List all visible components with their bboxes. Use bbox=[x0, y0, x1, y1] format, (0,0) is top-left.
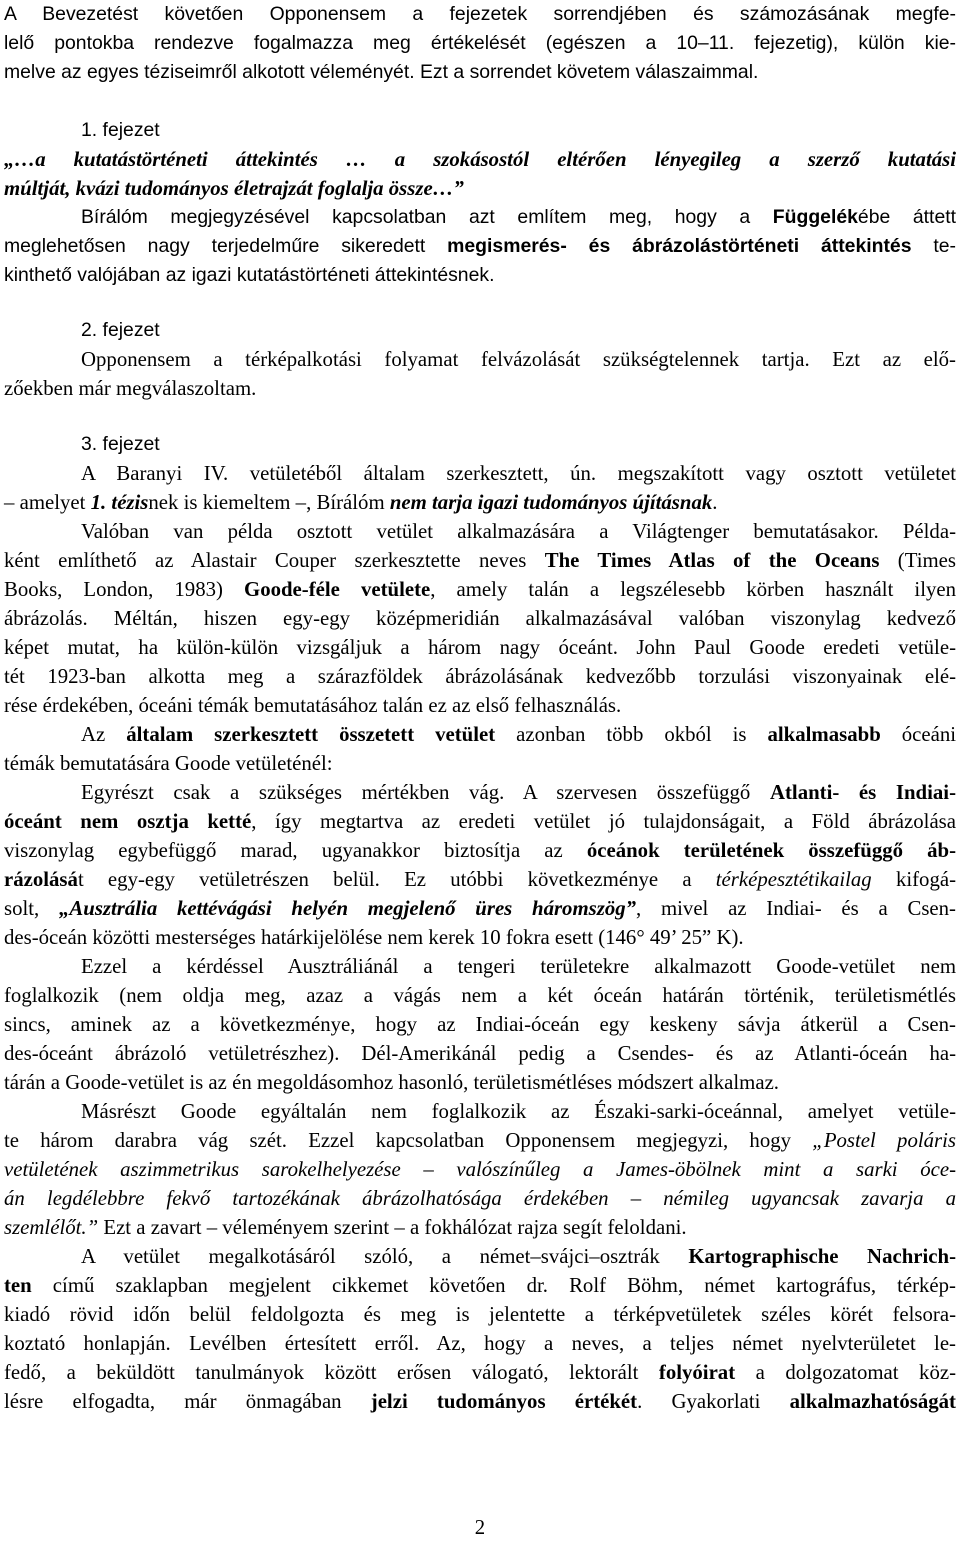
para-c-line-6: des-óceán közötti mesterséges határkijelölése nem kerek 10 fokra esett (146° 49’ 25” K). bbox=[4, 926, 744, 949]
para-e-line-2: te három darabra vág szét. Ezzel kapcsolatban Opponensem megjegyzi, hogy „Postel poláris bbox=[4, 1129, 956, 1152]
para-b-line-1: Az általam szerkesztett összetett vetület azonban több okból is alkalmasabb óceáni bbox=[81, 723, 957, 746]
para-a-line-7: rése érdekében, óceáni témák bemutatásához talán ez az első felhasználás. bbox=[4, 694, 622, 717]
para-d-line-3: sincs, aminek az a következménye, hogy az Indiai-óceán egy keskeny sávja átkerül a Csen- bbox=[4, 1013, 956, 1036]
para-f-line-5: fedő, a beküldött tanulmányok között erősen válogató, lektorált folyóirat a dolgozatomat köz- bbox=[4, 1361, 957, 1384]
chapter-2-line-2: zőekben már megválaszoltam. bbox=[4, 377, 257, 400]
para-c-line-4: rázolását egy-egy vetületrészen belül. Ez utóbbi következménye a térképesztétikailag kifogá- bbox=[4, 868, 956, 891]
chapter-3-line-2: – amelyet 1. tézisnek is kiemeltem –, Bírálóm nem tarja igazi tudományos újításnak. bbox=[4, 491, 718, 514]
chapter-1-para-line-2: meglehetősen nagy terjedelműre sikeredett megismerés- és ábrázolástörténeti áttekintés te- bbox=[4, 235, 956, 257]
chapter-1-heading: 1. fejezet bbox=[81, 119, 160, 141]
chapter-1-quote-line-2: múltját, kvázi tudományos életrajzát foglalja össze…” bbox=[4, 177, 464, 200]
para-f-line-2: ten című szaklapban megjelent cikkemet követően dr. Rolf Böhm, német kartográfus, térkép- bbox=[4, 1274, 956, 1297]
para-f-line-1: A vetület megalkotásáról szóló, a német–svájci–osztrák Kartographische Nachrich- bbox=[81, 1245, 956, 1268]
para-a-line-2: ként említhető az Alastair Couper szerkesztette neves The Times Atlas of the Oceans (Times bbox=[4, 549, 956, 572]
para-b-line-2: témák bemutatására Goode vetületénél: bbox=[4, 752, 333, 775]
para-c-line-1: Egyrészt csak a szükséges mértékben vág. A szervesen összefüggő Atlanti- és Indiai- bbox=[81, 781, 956, 804]
para-c-line-3: viszonylag egybefüggő marad, ugyanakkor biztosítja az óceánok területének összefüggő áb- bbox=[4, 839, 956, 862]
para-f-line-3: kiadó rövid időn belül feldolgozta és meg is jelentette a térképvetületek széles körét felsora- bbox=[4, 1303, 956, 1326]
chapter-2-heading: 2. fejezet bbox=[81, 319, 160, 341]
para-d-line-4: des-óceánt ábrázoló vetületrészhez). Dél-Amerikánál pedig a Csendes- és az Atlanti-óceán ha- bbox=[4, 1042, 956, 1065]
para-c-line-2: óceánt nem osztja ketté, így megtartva az eredeti vetület jó tulajdonságait, a Föld ábrázolása bbox=[4, 810, 957, 833]
para-e-line-3: vetületének aszimmetrikus sarokelhelyezése – valószínűleg a James-öbölnek mint a sarki óce- bbox=[4, 1158, 956, 1181]
chapter-2-line-1: Opponensem a térképalkotási folyamat felvázolását szükségtelennek tartja. Ezt az elő- bbox=[81, 348, 956, 371]
para-d-line-1: Ezzel a kérdéssel Ausztráliánál a tengeri területekre alkalmazott Goode-vetület nem bbox=[81, 955, 956, 978]
para-e-line-1: Másrészt Goode egyáltalán nem foglalkozik az Északi-sarki-óceánnal, amelyet vetüle- bbox=[81, 1100, 956, 1123]
chapter-1-quote-line-1: „…a kutatástörténeti áttekintés … a szokásostól eltérően lényegileg a szerző kutatási bbox=[4, 148, 956, 171]
para-a-line-3: Books, London, 1983) Goode-féle vetülete, amely talán a legszélesebb körben használt ilyen bbox=[4, 578, 957, 601]
para-a-line-5: képet mutat, ha külön-külön vizsgáljuk a három nagy óceánt. John Paul Goode eredeti vetüle- bbox=[4, 636, 956, 659]
para-e-line-4: án legdélebbre fekvő tartozékának ábrázolhatósága érdekében – némileg ugyancsak zavarja a bbox=[4, 1187, 956, 1210]
para-d-line-5: tárán a Goode-vetület is az én megoldásomhoz hasonló, területismétléses módszert alkalmaz. bbox=[4, 1071, 779, 1094]
intro-line-1: A Bevezetést követően Opponensem a fejezetek sorrendjében és számozásának megfe- bbox=[4, 3, 956, 25]
para-f-line-4: koztató honlapján. Levélben értesített erről. Az, hogy a neves, a teljes német nyelvterületet le- bbox=[4, 1332, 956, 1355]
page-number: 2 bbox=[474, 1516, 486, 1539]
intro-line-2: lelő pontokba rendezve fogalmazza meg értékelését (egészen a 10–11. fejezetig), külön kie- bbox=[4, 32, 956, 54]
intro-line-3: melve az egyes téziseimről alkotott véleményét. Ezt a sorrendet követem válaszaimmal. bbox=[4, 61, 759, 83]
para-c-line-5: solt, „Ausztrália kettévágási helyén megjelenő üres háromszög”, mivel az Indiai- és a Csen- bbox=[4, 897, 956, 920]
para-a-line-6: tét 1923-ban alkotta meg a szárazföldek ábrázolásának kedvezőbb torzulási viszonyainak elé- bbox=[4, 665, 956, 688]
para-a-line-4: ábrázolás. Méltán, hiszen egy-egy középmeridián alkalmazásával valóban viszonylag kedvező bbox=[4, 607, 956, 630]
chapter-1-para-line-1: Bírálóm megjegyzésével kapcsolatban azt említem meg, hogy a Függelékébe áttett bbox=[81, 206, 957, 228]
chapter-1-para-line-3: kinthető valójában az igazi kutatástörténeti áttekintésnek. bbox=[4, 264, 495, 286]
para-e-line-5: szemlélőt.” Ezt a zavart – véleményem szerint – a fokhálózat rajza segít feloldani. bbox=[4, 1216, 687, 1239]
para-f-line-6: lésre elfogadta, már önmagában jelzi tudományos értékét. Gyakorlati alkalmazhatóságát bbox=[4, 1390, 956, 1413]
para-d-line-2: foglalkozik (nem oldja meg, azaz a vágás nem a két óceán határán történik, területismétlés bbox=[4, 984, 956, 1007]
para-a-line-1: Valóban van példa osztott vetület alkalmazására a Világtenger bemutatásakor. Példa- bbox=[81, 520, 956, 543]
chapter-3-heading: 3. fejezet bbox=[81, 433, 160, 455]
chapter-3-line-1: A Baranyi IV. vetületéből általam szerkesztett, ún. megszakított vagy osztott vetületet bbox=[81, 462, 956, 485]
